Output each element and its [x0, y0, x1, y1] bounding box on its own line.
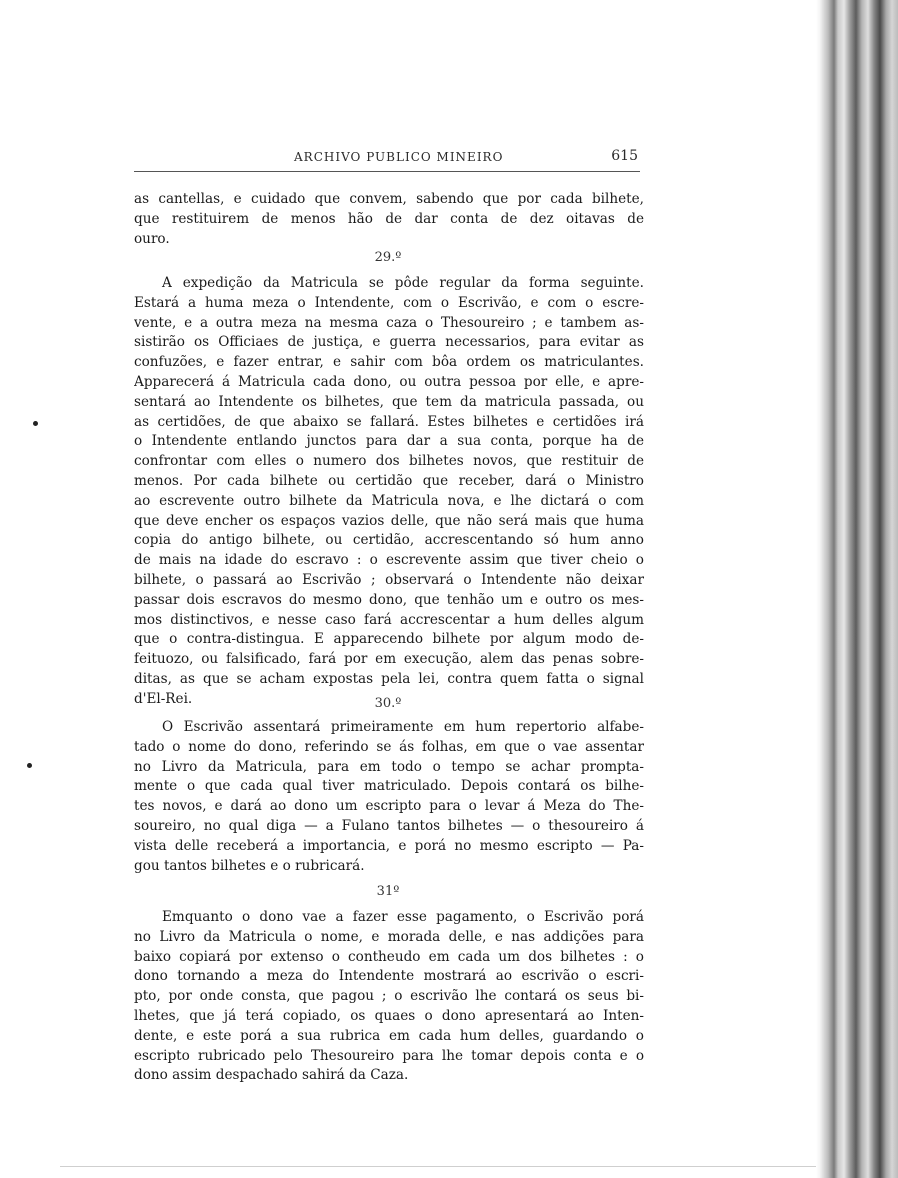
scan-mark: [27, 763, 32, 768]
text-line: vente, e a outra meza na mesma caza o Thesoureiro ; e tambem as-: [134, 314, 644, 331]
text-line: Emquanto o dono vae a fazer esse pagamento, o Escrivão porá: [162, 909, 644, 925]
text-line: dono assim despachado sahirá da Caza.: [134, 1067, 409, 1084]
header-title: ARCHIVO PUBLICO MINEIRO: [294, 150, 504, 164]
text-line: ouro.: [134, 230, 170, 247]
header-rule: [134, 171, 640, 172]
text-line: de mais na idade do escravo : o escrevente assim que tiver cheio o: [134, 552, 644, 569]
text-line: sistirão os Officiaes de justiça, e guerra necessarios, para evitar as: [134, 334, 644, 351]
text-line: que deve encher os espaços vazios delle, que não será mais que huma: [134, 512, 644, 529]
section-30-paragraph: [134, 718, 644, 876]
text-line: lhetes, que já terá copiado, os quaes o dono apresentará ao Inten-: [134, 1007, 644, 1024]
text-line: dente, e este porá a sua rubrica em cada hum delles, guardando o: [134, 1027, 644, 1044]
section-29-paragraph: [134, 274, 644, 710]
text-line: dono tornando a meza do Intendente mostrará ao escrivão o escri-: [134, 968, 644, 985]
section-number: 29.º: [374, 250, 402, 265]
text-line: vista delle receberá a importancia, e porá no mesmo escripto — Pa-: [134, 837, 644, 854]
text-line: bilhete, o passará ao Escrivão ; observará o Intendente não deixar: [134, 571, 644, 588]
text-line: o Intendente entlando junctos para dar a sua conta, porque ha de: [134, 433, 644, 450]
text-line: ditas, as que se acham expostas pela lei, contra quem fatta o signal: [134, 670, 644, 687]
text-line: que restituirem de menos hão de dar conta de dez oitavas de: [134, 210, 644, 227]
book-binding-edge: [816, 0, 898, 1178]
section-31-paragraph: [134, 908, 644, 1086]
section-number: 30.º: [374, 696, 402, 711]
page-number: 615: [611, 148, 638, 164]
text-line: d'El-Rei.: [134, 690, 193, 707]
text-line: O Escrivão assentará primeiramente em hum repertorio alfabe-: [162, 719, 644, 735]
text-line: feituozo, ou falsificado, fará por em execução, alem das penas sobre-: [134, 651, 644, 668]
scan-mark: [33, 421, 38, 426]
text-line: soureiro, no qual diga — a Fulano tantos bilhetes — o thesoureiro á: [134, 817, 644, 834]
text-line: mente o que cada qual tiver matriculado. Depois contará os bilhe-: [134, 778, 644, 795]
text-line: tes novos, e dará ao dono um escripto para o levar á Meza do The-: [134, 798, 644, 815]
text-line: baixo copiará por extenso o contheudo em cada um dos bilhetes : o: [134, 948, 644, 965]
text-line: escripto rubricado pelo Thesoureiro para lhe tomar depois conta e o: [134, 1047, 644, 1064]
running-header: [134, 148, 640, 172]
text-line: as cantellas, e cuidado que convem, sabendo que por cada bilhete,: [134, 191, 644, 207]
section-number: 31º: [376, 884, 400, 899]
text-line: sentará ao Intendente os bilhetes, que tem da matricula passada, ou: [134, 393, 644, 410]
text-line: ao escrevente outro bilhete da Matricula nova, e lhe dictará o com: [134, 492, 644, 509]
text-line: que o contra-distingua. E apparecendo bilhete por algum modo de-: [134, 631, 644, 648]
text-line: gou tantos bilhetes e o rubricará.: [134, 857, 365, 874]
text-line: Apparecerá á Matricula cada dono, ou outra pessoa por elle, e apre-: [134, 373, 644, 390]
text-line: confrontar com elles o numero dos bilhetes novos, que restituir de: [134, 453, 644, 470]
text-line: passar dois escravos do mesmo dono, que tenhão um e outro os mes-: [134, 591, 644, 608]
text-line: confuzões, e fazer entrar, e sahir com bôa ordem os matriculantes.: [134, 354, 644, 371]
text-line: copia do antigo bilhete, ou certidão, accrescentando só hum anno: [134, 532, 644, 549]
text-line: no Livro da Matricula o nome, e morada delle, e nas addições para: [134, 928, 644, 945]
text-line: pto, por onde consta, que pagou ; o escrivão lhe contará os seus bi-: [134, 988, 644, 1005]
text-line: menos. Por cada bilhete ou certidão que receber, dará o Ministro: [134, 472, 644, 489]
text-line: no Livro da Matricula, para em todo o tempo se achar prompta-: [134, 758, 644, 775]
text-line: Estará a huma meza o Intendente, com o Escrivão, e com o escre-: [134, 294, 644, 311]
scan-edge-line: [60, 1166, 820, 1167]
intro-paragraph: [134, 190, 644, 249]
text-line: tado o nome do dono, referindo se ás folhas, em que o vae assentar: [134, 738, 644, 755]
text-line: mos distinctivos, e nesse caso fará accrescentar a hum delles algum: [134, 611, 644, 628]
text-line: A expedição da Matricula se pôde regular da forma seguinte.: [162, 275, 644, 291]
text-line: as certidões, de que abaixo se fallará. Estes bilhetes e certidões irá: [134, 413, 644, 430]
